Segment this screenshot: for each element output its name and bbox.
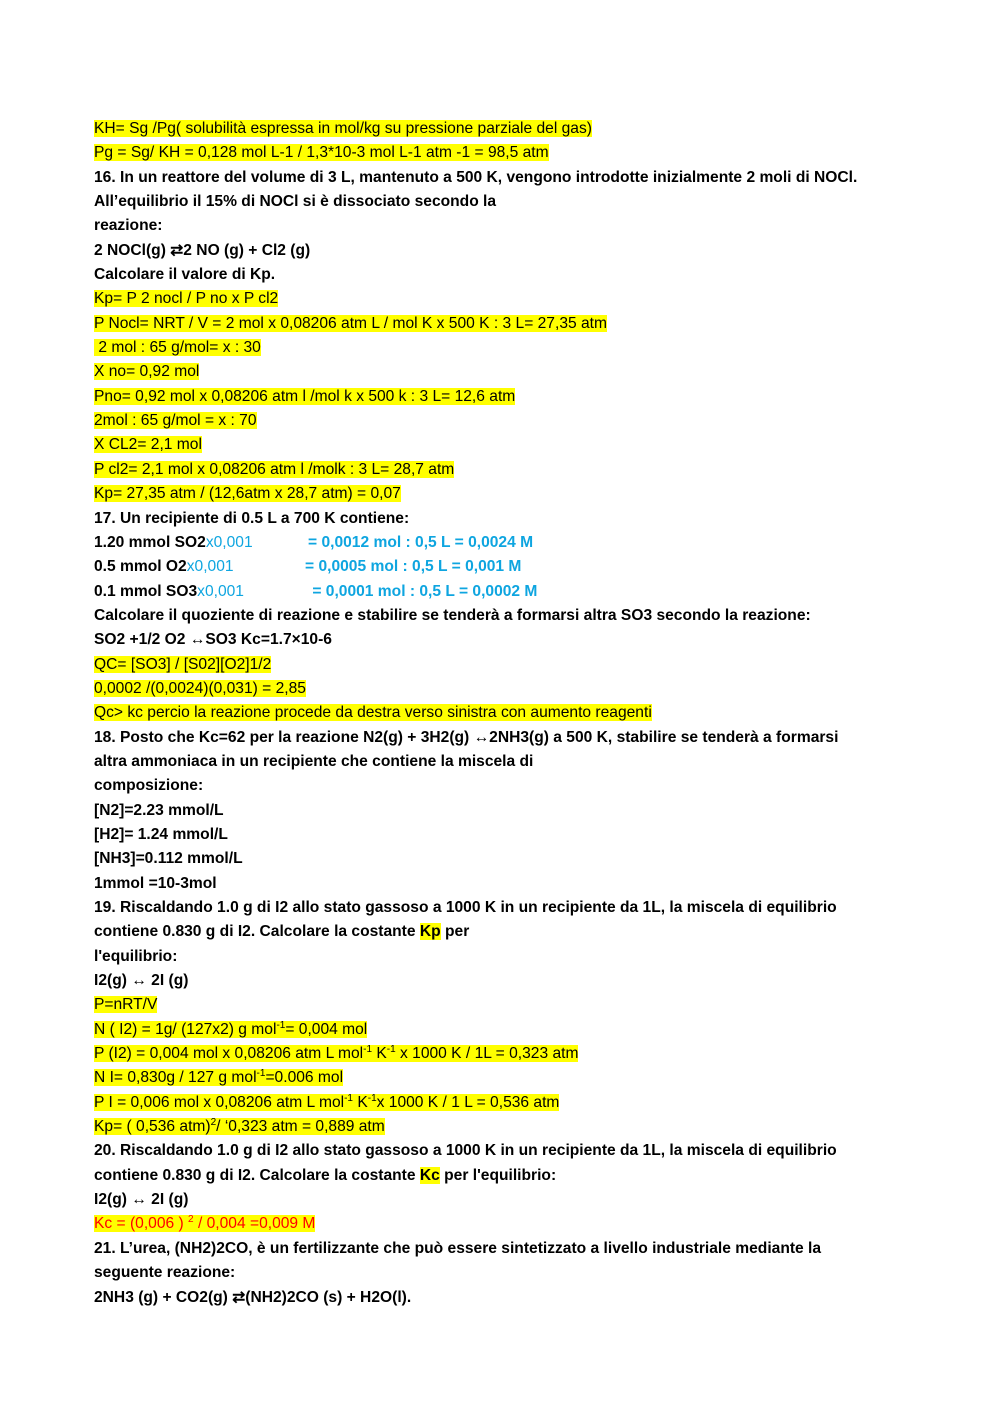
answer-text: K [353, 1093, 368, 1111]
answer-line [94, 458, 954, 482]
text-line [94, 190, 954, 214]
species-label: 1.20 mmol SO2 [94, 533, 206, 551]
question-20-heading [94, 1139, 954, 1163]
answer-text: 0,0002 /(0,0024)(0,031) = 2,85 [94, 679, 306, 697]
answer-text [94, 1118, 385, 1135]
question-text: contiene 0.830 g di I2. Calcolare la costante [94, 923, 420, 941]
answer-text: X CL2= 2,1 mol [94, 436, 202, 454]
concentration-line [94, 531, 954, 555]
text-line [94, 263, 954, 287]
text-line [94, 799, 954, 823]
text-line [94, 214, 954, 238]
equation-text: I2(g) ↔ 2I (g) [94, 1191, 189, 1209]
question-text: Calcolare il quoziente di reazione e stabilire se tenderà a formarsi altra SO3 secondo la reazione: [94, 606, 811, 624]
answer-line [94, 336, 954, 360]
concentration-result: = 0,0001 mol : 0,5 L = 0,0002 M [308, 582, 538, 600]
answer-line [94, 653, 954, 677]
answer-line [94, 1018, 954, 1042]
conversion-factor: x0,001 [205, 533, 253, 551]
pg-calculation: Pg = Sg/ KH = 0,128 mol L-1 / 1,3*10-3 mol L-1 atm -1 = 98,5 atm [94, 144, 549, 162]
text-line [94, 1261, 954, 1285]
answer-text [94, 1045, 578, 1062]
equation-text: 2 NOCl(g) ⇄2 NO (g) + Cl2 (g) [94, 241, 311, 259]
question-text: l'equilibrio: [94, 947, 178, 965]
text-line [94, 945, 954, 969]
superscript: -1 [344, 1092, 353, 1104]
answer-text: N ( I2) = 1g/ (127x2) g mol [94, 1020, 277, 1038]
conversion-factor: x0,001 [197, 582, 244, 600]
answer-text: P cl2= 2,1 mol x 0,08206 atm l /molk : 3 L= 28,7 atm [94, 460, 455, 478]
answer-text: / ‘0,323 atm = 0,889 atm [216, 1118, 385, 1136]
answer-line [94, 482, 954, 506]
question-text: 19. Riscaldando 1.0 g di I2 allo stato gassoso a 1000 K in un recipiente da 1L, la miscela di equilibrio [94, 899, 837, 916]
text-line [94, 117, 954, 141]
species-label: 0.5 mmol O2 [94, 558, 187, 576]
equation-text: 2NH3 (g) + CO2(g) ⇄(NH2)2CO (s) + H2O(l). [94, 1288, 412, 1306]
conversion-factor: x0,001 [186, 558, 234, 576]
text-line [94, 823, 954, 847]
answer-text: x 1000 K / 1 L = 0,536 atm [376, 1093, 560, 1111]
question-text: 20. Riscaldando 1.0 g di I2 allo stato gassoso a 1000 K in un recipiente da 1L, la miscela di equilibrio [94, 1142, 837, 1160]
question-text: seguente reazione: [94, 1264, 236, 1282]
question-18-heading [94, 726, 954, 750]
answer-text: 2mol : 65 g/mol = x : 70 [94, 412, 257, 430]
superscript: -1 [363, 1043, 373, 1055]
answer-text: Kc = (0,006 ) [94, 1215, 189, 1233]
question-text: 16. In un reattore del volume di 3 L, mantenuto a 500 K, vengono introdotte inizialmente 2 moli di NOCl. [94, 168, 858, 186]
question-text: altra ammoniaca in un recipiente che contiene la miscela di [94, 752, 534, 770]
question-text: contiene 0.830 g di I2. Calcolare la costante [94, 1166, 420, 1184]
reaction-equation [94, 1286, 954, 1310]
question-text: 21. L’urea, (NH2)2CO, è un fertilizzante che può essere sintetizzato a livello industriale mediante la [94, 1239, 822, 1257]
answer-text [94, 1215, 315, 1232]
answer-line [94, 312, 954, 336]
superscript: 2 [210, 1116, 217, 1128]
answer-text [94, 1021, 367, 1038]
answer-line [94, 385, 954, 409]
superscript: -1 [256, 1068, 266, 1080]
answer-line [94, 287, 954, 311]
reaction-equation [94, 239, 954, 263]
question-text: 18. Posto che Kc=62 per la reazione N2(g) + 3H2(g) ↔2NH3(g) a 500 K, stabilire se tenderà a formarsi [94, 728, 839, 746]
equation-text: SO2 +1/2 O2 ↔SO3 Kc=1.7×10-6 [94, 631, 332, 649]
superscript: -1 [276, 1019, 286, 1031]
answer-text: P (I2) = 0,004 mol x 0,08206 atm L mol [94, 1045, 364, 1063]
answer-text: =0.006 mol [265, 1069, 344, 1087]
answer-line [94, 677, 954, 701]
highlighted-term: Kp [419, 923, 441, 941]
concentration-line [94, 580, 954, 604]
answer-line [94, 409, 954, 433]
species-label: 0.1 mmol SO3 [94, 582, 198, 600]
superscript: 2 [188, 1214, 194, 1226]
question-17-heading [94, 507, 954, 531]
question-19-heading [94, 896, 954, 920]
answer-line [94, 1212, 954, 1236]
reaction-equation [94, 628, 954, 652]
question-21-heading [94, 1237, 954, 1261]
concentration-line [94, 555, 954, 579]
answer-text: = 0,004 mol [285, 1020, 368, 1038]
text-line [94, 872, 954, 896]
answer-text: Pno= 0,92 mol x 0,08206 atm l /mol k x 500 k : 3 L= 12,6 atm [94, 387, 516, 405]
answer-text: P=nRT/V [94, 996, 158, 1014]
text-line [94, 750, 954, 774]
henry-law-definition: KH= Sg /Pg( solubilità espressa in mol/kg su pressione parziale del gas) [94, 120, 592, 137]
document-page [94, 117, 954, 1310]
answer-line [94, 360, 954, 384]
question-text: [NH3]=0.112 mmol/L [94, 850, 243, 868]
text-line [94, 847, 954, 871]
superscript: -1 [367, 1092, 377, 1104]
highlighted-term: Kc [419, 1166, 440, 1184]
answer-line [94, 433, 954, 457]
answer-text: X no= 0,92 mol [94, 363, 200, 381]
reaction-equation [94, 1188, 954, 1212]
question-16-heading [94, 166, 954, 190]
answer-line [94, 1115, 954, 1139]
reaction-equation [94, 969, 954, 993]
answer-line [94, 993, 954, 1017]
text-line [94, 774, 954, 798]
question-text: composizione: [94, 777, 204, 795]
question-text: 1mmol =10-3mol [94, 874, 217, 892]
answer-text: Kp= P 2 nocl / P no x P cl2 [94, 290, 279, 308]
question-text: Calcolare il valore di Kp. [94, 266, 276, 284]
answer-text: P Nocl= NRT / V = 2 mol x 0,08206 atm L / mol K x 500 K : 3 L= 27,35 atm [94, 314, 607, 332]
superscript: -1 [386, 1043, 396, 1055]
question-text: 17. Un recipiente di 0.5 L a 700 K contiene: [94, 509, 410, 527]
answer-text: K [372, 1045, 387, 1063]
answer-line [94, 1042, 954, 1066]
question-text: reazione: [94, 217, 163, 235]
answer-text: 2 mol : 65 g/mol= x : 30 [94, 339, 261, 357]
answer-text: QC= [SO3] / [S02][O2]1/2 [94, 655, 272, 673]
concentration-result: = 0,0005 mol : 0,5 L = 0,001 M [305, 558, 522, 576]
answer-text: x 1000 K / 1L = 0,323 atm [395, 1045, 579, 1063]
question-text: per l'equilibrio: [439, 1166, 557, 1184]
answer-text: / 0,004 =0,009 M [193, 1215, 316, 1233]
text-line [94, 920, 954, 944]
text-line [94, 604, 954, 628]
answer-line [94, 1066, 954, 1090]
answer-text: N I= 0,830g / 127 g mol [94, 1069, 257, 1087]
text-line [94, 141, 954, 165]
question-text: All’equilibrio il 15% di NOCl si è dissociato secondo la [94, 193, 497, 211]
question-text: [N2]=2.23 mmol/L [94, 801, 224, 819]
text-line [94, 1164, 954, 1188]
answer-text: Kp= ( 0,536 atm) [94, 1118, 211, 1136]
question-text: per [440, 923, 470, 941]
equation-text: I2(g) ↔ 2I (g) [94, 972, 189, 990]
question-text: [H2]= 1.24 mmol/L [94, 825, 228, 843]
answer-text [94, 1069, 343, 1086]
answer-text: Qc> kc percio la reazione procede da destra verso sinistra con aumento reagenti [94, 704, 652, 722]
answer-text: Kp= 27,35 atm / (12,6atm x 28,7 atm) = 0,07 [94, 485, 401, 503]
concentration-result: = 0,0012 mol : 0,5 L = 0,0024 M [308, 533, 534, 551]
answer-text [94, 1094, 559, 1111]
answer-line [94, 1091, 954, 1115]
answer-text: P I = 0,006 mol x 0,08206 atm L mol [94, 1093, 345, 1111]
answer-line [94, 701, 954, 725]
